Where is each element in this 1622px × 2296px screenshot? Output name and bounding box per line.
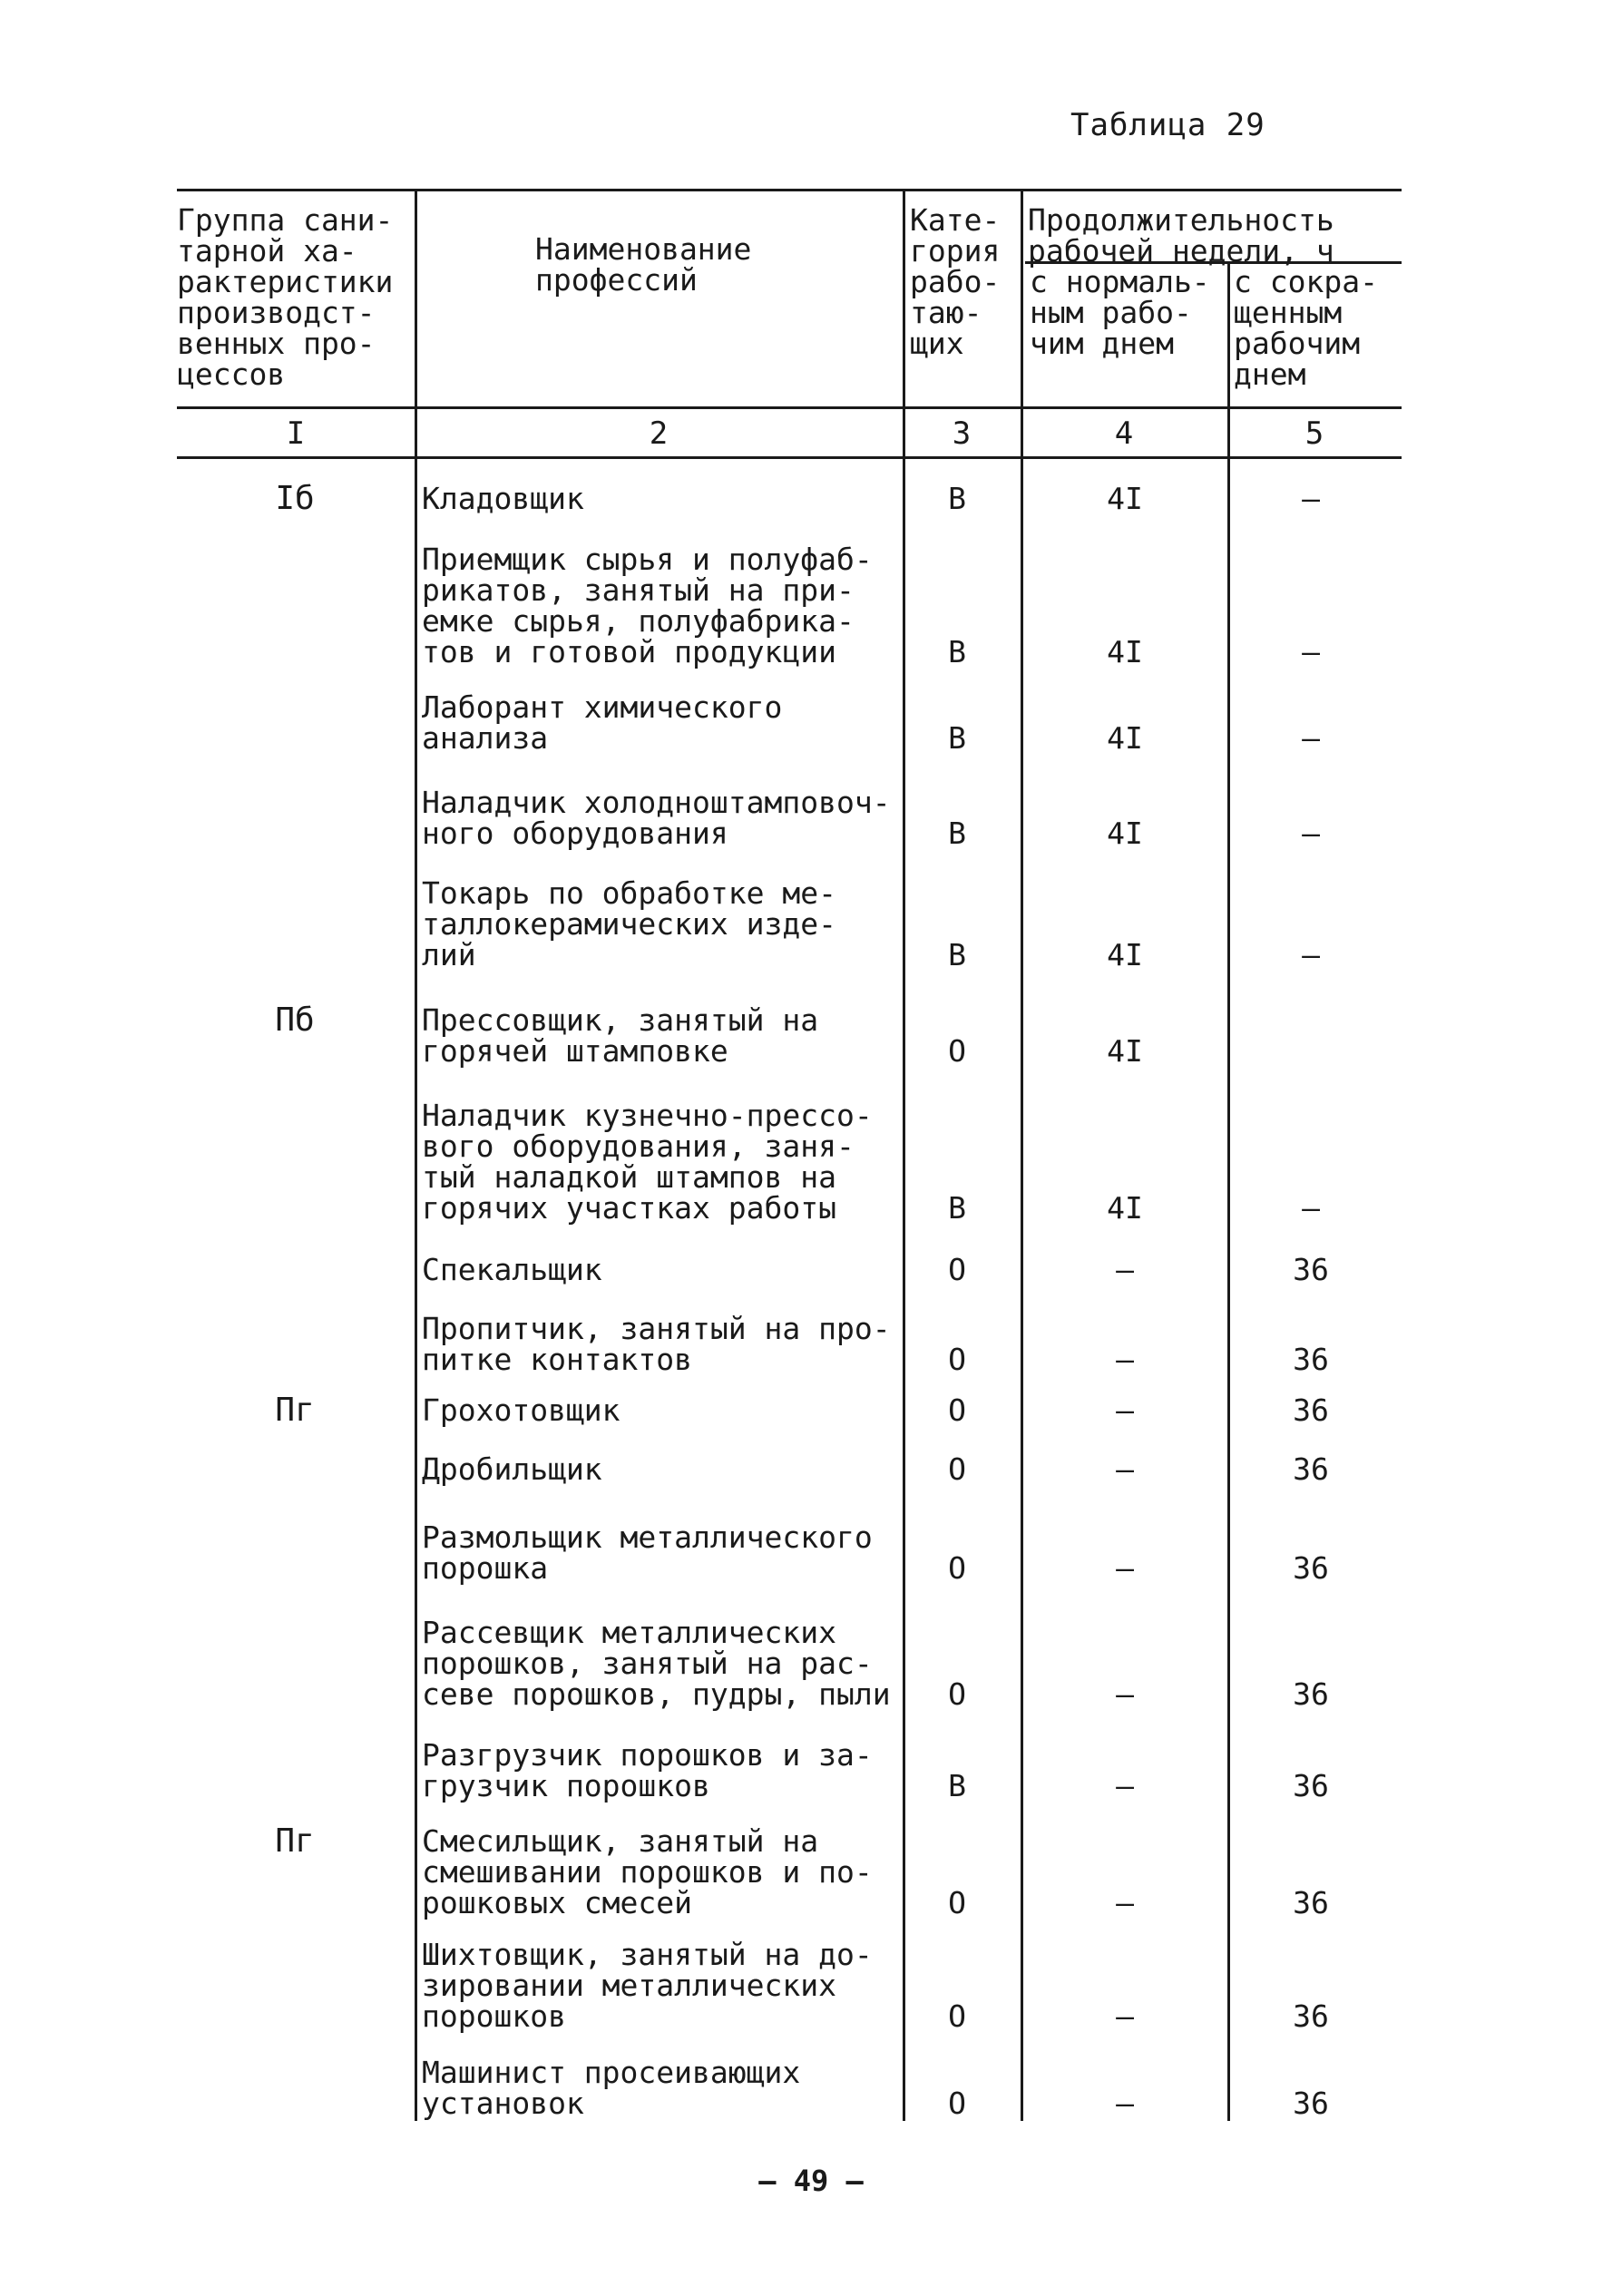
header-bottom-rule	[177, 406, 1402, 409]
normal-week-cell: –	[1116, 1550, 1134, 1586]
normal-week-cell: 4I	[1107, 481, 1143, 516]
page-number: — 49 —	[758, 2164, 864, 2198]
normal-week-cell: –	[1116, 1392, 1134, 1428]
normal-week-cell: –	[1116, 2086, 1134, 2121]
profession-cell: Приемщик сырья и полуфаб- рикатов, занятый на при- емке сырья, полуфабрика- тов и готовой продукции	[422, 542, 873, 669]
profession-cell: Лаборант химического анализа	[422, 689, 783, 756]
colnum-4: 4	[1114, 415, 1134, 452]
group-cell: Пг	[275, 1822, 315, 1860]
group-cell: Iб	[275, 480, 315, 517]
normal-week-cell: 4I	[1107, 937, 1143, 972]
category-cell: В	[948, 937, 966, 972]
normal-week-cell: 4I	[1107, 634, 1143, 669]
category-cell: В	[948, 481, 966, 516]
short-week-cell: –	[1302, 634, 1320, 669]
category-cell: О	[948, 2086, 966, 2121]
category-cell: О	[948, 1392, 966, 1428]
category-cell: О	[948, 1033, 966, 1069]
header-group: Группа сани- тарной ха- рактеристики производст- венных про- цессов	[177, 202, 394, 392]
short-week-cell: –	[1302, 816, 1320, 851]
short-week-cell: 36	[1293, 1998, 1329, 2034]
short-week-cell: 36	[1293, 1342, 1329, 1377]
profession-cell: Грохотовщик	[422, 1392, 620, 1428]
short-week-cell: 36	[1293, 2086, 1329, 2121]
short-week-cell: –	[1302, 720, 1320, 756]
short-week-cell: 36	[1293, 1768, 1329, 1803]
header-category: Кате- гория рабо- таю- щих	[910, 202, 1001, 361]
profession-cell: Смесильщик, занятый на смешивании порошков и по- рошковых смесей	[422, 1823, 873, 1920]
short-week-cell: 36	[1293, 1550, 1329, 1586]
profession-cell: Пропитчик, занятый на про- питке контактов	[422, 1311, 891, 1377]
category-cell: О	[948, 1885, 966, 1920]
colnum-2: 2	[649, 415, 669, 452]
profession-cell: Наладчик кузнечно-прессо- вого оборудования, заня- тый наладкой штампов на горячих участках работы	[422, 1098, 873, 1226]
colnum-5: 5	[1304, 415, 1324, 452]
category-cell: О	[948, 1451, 966, 1487]
category-cell: О	[948, 1998, 966, 2034]
short-week-cell: 36	[1293, 1392, 1329, 1428]
profession-cell: Наладчик холодноштамповоч- ного оборудования	[422, 785, 891, 851]
short-week-cell: –	[1302, 481, 1320, 516]
short-week-cell: –	[1302, 1190, 1320, 1226]
header-profession: Наименование профессий	[535, 231, 752, 298]
category-cell: О	[948, 1342, 966, 1377]
category-cell: В	[948, 720, 966, 756]
colnum-1: I	[286, 415, 306, 452]
normal-week-cell: –	[1116, 1451, 1134, 1487]
profession-cell: Рассевщик металлических порошков, занятый на рас- севе порошков, пудры, пыли	[422, 1615, 891, 1712]
profession-cell: Размольщик металлического порошка	[422, 1519, 873, 1586]
profession-cell: Машинист просеивающих установок	[422, 2055, 801, 2121]
table-caption: Таблица 29	[1070, 107, 1265, 143]
profession-cell: Кладовщик	[422, 481, 584, 516]
header-short: с сокра- щенным рабочим днем	[1234, 264, 1378, 392]
category-cell: В	[948, 816, 966, 851]
normal-week-cell: 4I	[1107, 816, 1143, 851]
short-week-cell: 36	[1293, 1252, 1329, 1287]
group-cell: Пг	[275, 1392, 315, 1429]
col-divider-4	[1227, 261, 1230, 2121]
profession-cell: Спекальщик	[422, 1252, 602, 1287]
normal-week-cell: –	[1116, 1342, 1134, 1377]
header-duration: Продолжительность рабочей недели, ч	[1028, 202, 1334, 269]
col-divider-3	[1021, 189, 1023, 2121]
short-week-cell: 36	[1293, 1676, 1329, 1712]
normal-week-cell: –	[1116, 1768, 1134, 1803]
category-cell: О	[948, 1550, 966, 1586]
profession-cell: Шихтовщик, занятый на до- зировании металлических порошков	[422, 1937, 873, 2034]
normal-week-cell: –	[1116, 1676, 1134, 1712]
normal-week-cell: –	[1116, 1998, 1134, 2034]
colnum-3: 3	[952, 415, 972, 452]
short-week-cell: 36	[1293, 1451, 1329, 1487]
normal-week-cell: –	[1116, 1885, 1134, 1920]
profession-cell: Дробильщик	[422, 1451, 602, 1487]
category-cell: О	[948, 1252, 966, 1287]
profession-cell: Разгрузчик порошков и за- грузчик порошков	[422, 1737, 873, 1803]
profession-cell: Прессовщик, занятый на горячей штамповке	[422, 1002, 819, 1069]
table-top-rule	[177, 189, 1402, 191]
profession-cell: Токарь по обработке ме- таллокерамических изде- лий	[422, 875, 836, 972]
normal-week-cell: 4I	[1107, 1033, 1143, 1069]
group-cell: Пб	[275, 1001, 315, 1039]
col-divider-1	[415, 189, 417, 2121]
category-cell: О	[948, 1676, 966, 1712]
numbers-bottom-rule	[177, 456, 1402, 459]
category-cell: В	[948, 634, 966, 669]
short-week-cell: –	[1302, 937, 1320, 972]
category-cell: В	[948, 1190, 966, 1226]
short-week-cell: 36	[1293, 1885, 1329, 1920]
normal-week-cell: 4I	[1107, 1190, 1143, 1226]
normal-week-cell: –	[1116, 1252, 1134, 1287]
header-normal: с нормаль- ным рабо- чим днем	[1030, 264, 1210, 361]
category-cell: В	[948, 1768, 966, 1803]
normal-week-cell: 4I	[1107, 720, 1143, 756]
